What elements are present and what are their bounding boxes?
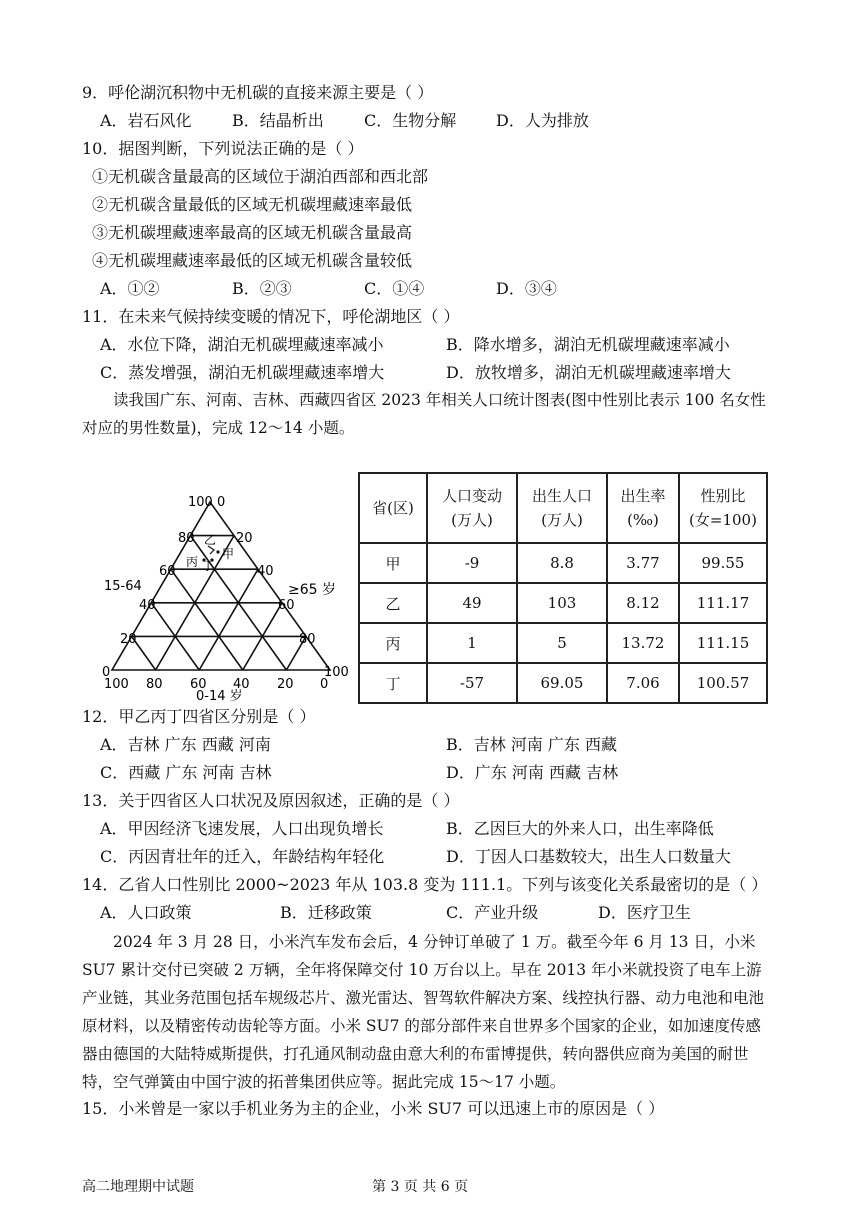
q10-statement-1: ①无机碳含量最高的区域位于湖泊西部和西北部 [92, 167, 429, 186]
q9-option-a: A．岩石风化 [100, 111, 192, 130]
table-cell: 103 [517, 583, 607, 623]
q10-option-c: C．①④ [364, 279, 425, 298]
ternary-bottom-tick: 40 [233, 677, 250, 692]
ternary-left-side-label: 15-64 [104, 579, 142, 594]
ternary-point-label-jia: 甲 [222, 547, 235, 561]
q12-option-c: C．西藏 广东 河南 吉林 [100, 763, 272, 782]
q13-stem: 13．关于四省区人口状况及原因叙述，正确的是（ ） [82, 791, 460, 810]
ternary-diagram [100, 486, 360, 706]
ternary-grid-line [171, 569, 243, 670]
ternary-point-label-ding: 丁 [202, 559, 215, 573]
footer-exam-title: 高二地理期中试题 [82, 1179, 194, 1195]
table-row [359, 543, 767, 583]
table-cell: 69.05 [517, 663, 607, 703]
table-cell: 111.17 [679, 583, 767, 623]
ternary-grid-line [199, 569, 258, 670]
ternary-right-tick: 100 [324, 665, 349, 680]
table-cell: 8.12 [607, 583, 679, 623]
q10-statement-2: ②无机碳含量最低的区域无机碳埋藏速率最低 [92, 195, 413, 214]
table-cell: -57 [427, 663, 517, 703]
table-header [359, 473, 427, 543]
q9-option-c: C．生物分解 [364, 111, 457, 130]
table-cell: 49 [427, 583, 517, 623]
q13-option-a: A．甲因经济飞速发展，人口出现负增长 [100, 819, 384, 838]
table-cell: 7.06 [607, 663, 679, 703]
header-text: 出生人口 [531, 487, 592, 505]
table-cell: 99.55 [679, 543, 767, 583]
q12-option-d: D．广东 河南 西藏 吉林 [446, 763, 619, 782]
ternary-left-tick: 60 [159, 564, 176, 579]
ternary-point-label-yi: 乙 [204, 533, 217, 547]
table-cell: 100.57 [679, 663, 767, 703]
q10-statement-4: ④无机碳埋藏速率最低的区域无机碳含量较低 [92, 251, 413, 270]
table-cell: 丙 [359, 623, 427, 663]
q10-option-d: D．③④ [496, 279, 557, 298]
ternary-bottom-tick: 100 [104, 677, 129, 692]
table-header [427, 473, 517, 543]
ternary-left-tick: 0 [102, 665, 111, 680]
ternary-right-tick: 40 [257, 564, 274, 579]
table-header [679, 473, 767, 543]
q11-stem: 11．在未来气候持续变暖的情况下，呼伦湖地区（ ） [82, 307, 460, 326]
ternary-right-tick: 20 [236, 531, 253, 546]
ternary-bottom-tick: 80 [146, 677, 163, 692]
q12-option-b: B．吉林 河南 广东 西藏 [446, 735, 618, 754]
q10-option-a: A．①② [100, 279, 160, 298]
ternary-bottom-tick: 0 [320, 677, 329, 692]
q13-option-d: D．丁因人口基数较大，出生人口数量大 [446, 847, 731, 866]
table-cell: 8.8 [517, 543, 607, 583]
q11-option-b: B．降水增多，湖泊无机碳埋藏速率减小 [446, 335, 730, 354]
ternary-marker-jia [216, 550, 219, 553]
header-unit: (万人) [541, 511, 583, 529]
q13-option-b: B．乙因巨大的外来人口，出生率降低 [446, 819, 714, 838]
header-text: 出生率 [620, 487, 666, 505]
table-header [517, 473, 607, 543]
table-cell: 丁 [359, 663, 427, 703]
ternary-right-tick: 60 [278, 598, 295, 613]
header-text: 性别比 [700, 487, 746, 505]
q14-stem: 14．乙省人口性别比 2000~2023 年从 103.8 变为 111.1。下列与该变化关系最密切的是（ ） [82, 875, 768, 894]
ternary-left-tick: 80 [178, 531, 195, 546]
table-cell: -9 [427, 543, 517, 583]
table-cell: 5 [517, 623, 607, 663]
ternary-point-label-bing: 丙 [186, 555, 199, 569]
q14-option-c: C．产业升级 [446, 903, 539, 922]
table-row [359, 623, 767, 663]
q14-option-b: B．迁移政策 [280, 903, 372, 922]
table-header [607, 473, 679, 543]
q14-option-a: A．人口政策 [100, 903, 192, 922]
q11-option-d: D．放牧增多，湖泊无机碳埋藏速率增大 [446, 363, 731, 382]
population-table [358, 472, 768, 704]
table-row [359, 663, 767, 703]
ternary-marker-yi [208, 546, 214, 554]
q10-stem: 10．据图判断，下列说法正确的是（ ） [82, 139, 364, 158]
ternary-bottom-tick: 20 [277, 677, 294, 692]
header-unit: (‰) [627, 511, 659, 529]
q9-stem: 9．呼伦湖沉积物中无机碳的直接来源主要是（ ） [82, 83, 434, 102]
table-cell: 甲 [359, 543, 427, 583]
q15-stem: 15．小米曾是一家以手机业务为主的企业，小米 SU7 可以迅速上市的原因是（ ） [82, 1099, 665, 1118]
intro-12-14: 读我国广东、河南、吉林、西藏四省区 2023 年相关人口统计图表(图中性别比表示 100 名女性对应的男性数量)，完成 12～14 小题。 [82, 391, 766, 437]
table-cell: 111.15 [679, 623, 767, 663]
ternary-bottom-label: 0-14 岁 [196, 689, 243, 704]
q14-option-d: D．医疗卫生 [598, 903, 691, 922]
ternary-apex-label: 100 0 [188, 495, 226, 510]
table-cell: 乙 [359, 583, 427, 623]
q12-option-a: A．吉林 广东 西藏 河南 [100, 735, 271, 754]
table-cell: 1 [427, 623, 517, 663]
ternary-right-side-label: ≥65 岁 [288, 582, 336, 598]
table-cell: 3.77 [607, 543, 679, 583]
ternary-right-tick: 80 [299, 632, 316, 647]
q10-option-b: B．②③ [232, 279, 292, 298]
table-row [359, 583, 767, 623]
q13-option-c: C．丙因青壮年的迁入，年龄结构年轻化 [100, 847, 385, 866]
table-cell: 13.72 [607, 623, 679, 663]
header-text: 人口变动 [441, 487, 502, 505]
q9-option-b: B．结晶析出 [232, 111, 324, 130]
ternary-bottom-tick: 60 [190, 677, 207, 692]
q10-statement-3: ③无机碳埋藏速率最高的区域无机碳含量最高 [92, 223, 413, 242]
q9-option-d: D．人为排放 [496, 111, 589, 130]
ternary-left-tick: 20 [120, 632, 137, 647]
q12-stem: 12．甲乙丙丁四省区分别是（ ） [82, 707, 316, 726]
ternary-left-tick: 40 [139, 598, 156, 613]
header-unit: (女=100) [689, 511, 757, 529]
table-header-row [359, 473, 767, 543]
header-unit: (万人) [451, 511, 493, 529]
q11-option-a: A．水位下降，湖泊无机碳埋藏速率减小 [100, 335, 384, 354]
q11-option-c: C．蒸发增强，湖泊无机碳埋藏速率增大 [100, 363, 385, 382]
intro-15-17: 2024 年 3 月 28 日，小米汽车发布会后，4 分钟订单破了 1 万。截至今年 6 月 13 日，小米 SU7 累计交付已突破 2 万辆，全年将保障交付 10 万台以上。早在 2013 年小米就投资了电车上游产业链，其业务范围包括车规级芯片、激光雷达、智驾软件解决方案、线控执行器、动力电池和电池原材料，以及精密传动齿轮等方面。小米 SU7 的部分部件来自世界多个国家的企业，如加速度传感器由德国的大陆特威斯提供，打孔通风制动盘由意大利的布雷博提供，转向器供应商为美国的耐世特，空气弹簧由中国宁波的拓普集团供应等。据此完成 15～17 小题。 [82, 933, 765, 1091]
header-text: 省(区) [372, 499, 414, 517]
footer-page-number: 第 3 页 共 6 页 [372, 1179, 469, 1195]
